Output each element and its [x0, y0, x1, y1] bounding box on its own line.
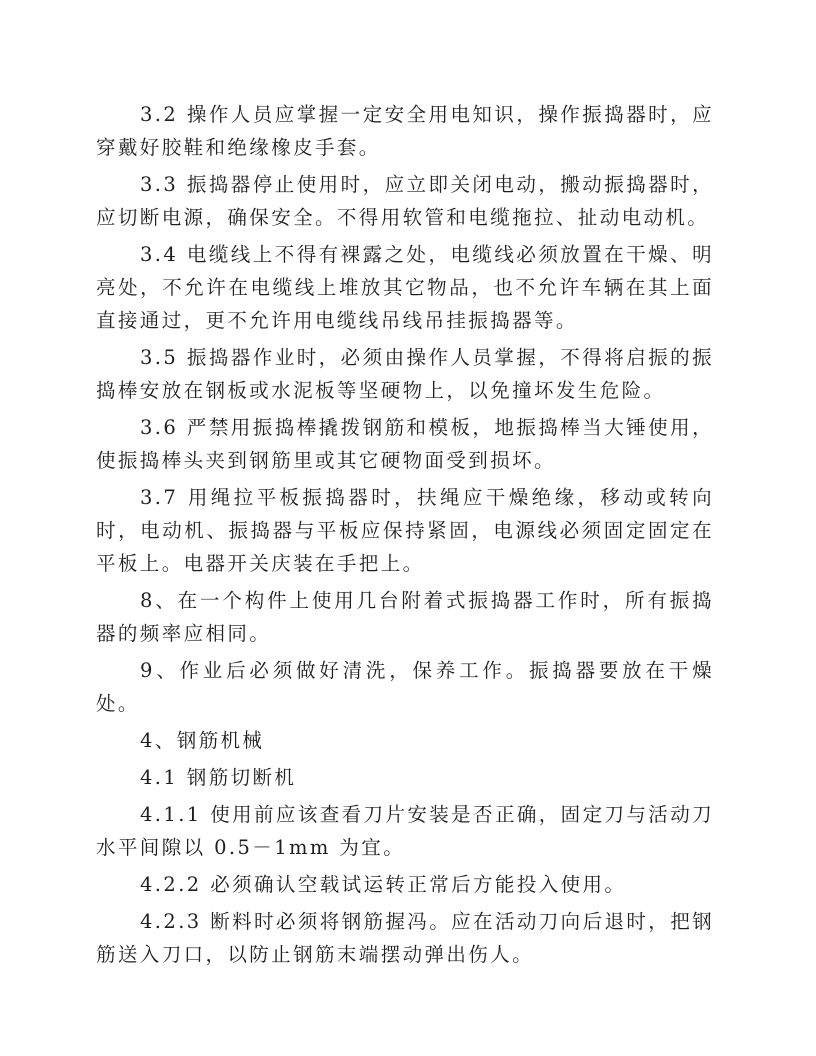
paragraph-3-6: 3.6 严禁用振捣棒撬拨钢筋和模板，地振捣棒当大锤使用，使振捣棒头夹到钢筋里或其它硬物面受到损坏。: [96, 416, 714, 472]
document-page: [96, 98, 714, 975]
paragraph-3-3: 3.3 振捣器停止使用时，应立即关闭电动，搬动振捣器时，应切断电源，确保安全。不得用软管和电缆拖拉、扯动电动机。: [96, 173, 714, 229]
section-heading-4: 4、钢筋机械: [140, 729, 265, 752]
paragraph-3-5: 3.5 振捣器作业时，必须由操作人员掌握，不得将启振的振捣棒安放在钢板或水泥板等坚硬物上，以免撞坏发生危险。: [96, 346, 714, 402]
subsection-heading-4-1: 4.1 钢筋切断机: [140, 766, 297, 789]
paragraph-4-2-3: 4.2.3 断料时必须将钢筋握冯。应在活动刀向后退时，把钢筋送入刀口，以防止钢筋末端摆动弹出伤人。: [96, 910, 714, 966]
paragraph-4-2-2: 4.2.2 必须确认空载试运转正常后方能投入使用。: [140, 873, 627, 896]
paragraph-4-1-1: 4.1.1 使用前应该查看刀片安装是否正确，固定刀与活动刀水平间隙以 0.5－1mm 为宜。: [96, 803, 714, 859]
paragraph-8: 8、在一个构件上使用几台附着式振捣器工作时，所有振捣器的频率应相同。: [96, 589, 714, 645]
paragraph-3-2: 3.2 操作人员应掌握一定安全用电知识，操作振捣器时，应穿戴好胶鞋和绝缘橡皮手套。: [96, 103, 714, 159]
paragraph-9: 9、作业后必须做好清洗，保养工作。振捣器要放在干燥处。: [96, 659, 714, 715]
paragraph-3-4: 3.4 电缆线上不得有裸露之处，电缆线必须放置在干燥、明亮处，不允许在电缆线上堆放其它物品，也不允许车辆在其上面直接通过，更不允许用电缆线吊线吊挂振捣器等。: [96, 243, 714, 332]
paragraph-3-7: 3.7 用绳拉平板振捣器时，扶绳应干燥绝缘，移动或转向时，电动机、振捣器与平板应保持紧固，电源线必须固定固定在平板上。电器开关庆装在手把上。: [96, 486, 714, 575]
